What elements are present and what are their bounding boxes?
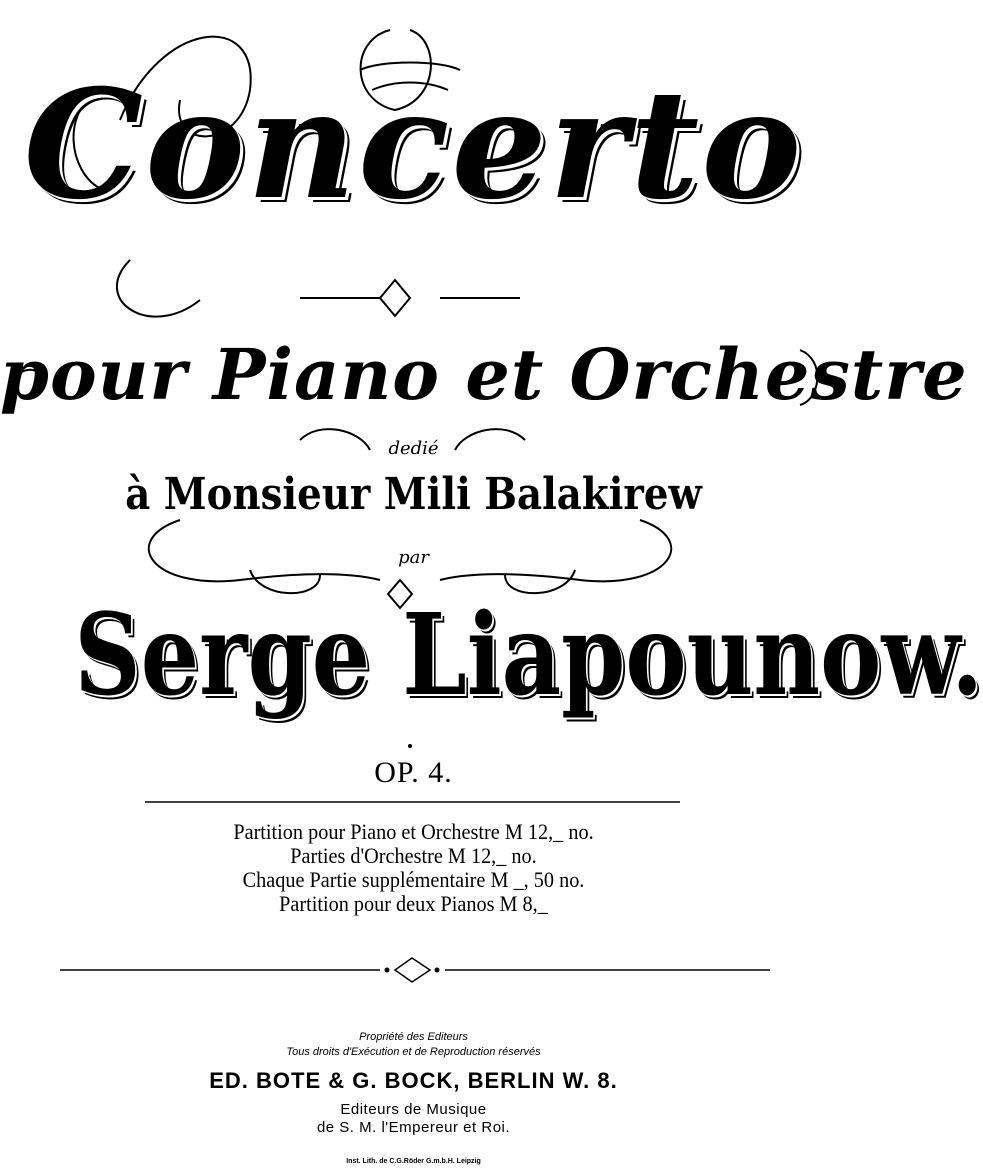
price-row: Partition pour Piano et Orchestre M 12,_ no. bbox=[233, 819, 594, 844]
subtitle: pour Piano et Orchestre bbox=[0, 333, 968, 416]
publisher-name: ED. BOTE & G. BOCK, BERLIN W. 8. bbox=[209, 1068, 618, 1093]
opus-number: OP. 4. bbox=[374, 756, 453, 789]
printer-imprint: Inst. Lith. de C.G.Röder G.m.b.H. Leipzig bbox=[346, 1158, 481, 1165]
publisher-title bbox=[0, 1101, 827, 1137]
price-row: Chaque Partie supplémentaire M _, 50 no. bbox=[242, 867, 585, 892]
center-rule-ornament bbox=[395, 958, 430, 982]
diamond-ornament bbox=[380, 280, 410, 316]
editeurs-line-2: de S. M. l'Empereur et Roi. bbox=[316, 1119, 511, 1136]
composer-name: Serge Liapounow. bbox=[74, 590, 983, 721]
dedicatee: à Monsieur Mili Balakirew bbox=[125, 469, 702, 520]
rights-line-2: Tous droits d'Exécution et de Reproduction réservés bbox=[286, 1046, 541, 1058]
dedication-label: dedié bbox=[388, 438, 439, 459]
price-list bbox=[0, 820, 827, 916]
rights-line-1: Propriété des Editeurs bbox=[359, 1031, 468, 1043]
price-row: Partition pour deux Pianos M 8,_ bbox=[279, 891, 548, 916]
price-row: Parties d'Orchestre M 12,_ no. bbox=[290, 843, 537, 868]
rights-notice bbox=[0, 1030, 827, 1060]
title: Concerto bbox=[23, 57, 804, 233]
by-label: par bbox=[398, 547, 429, 568]
editeurs-line-1: Editeurs de Musique bbox=[340, 1101, 487, 1118]
